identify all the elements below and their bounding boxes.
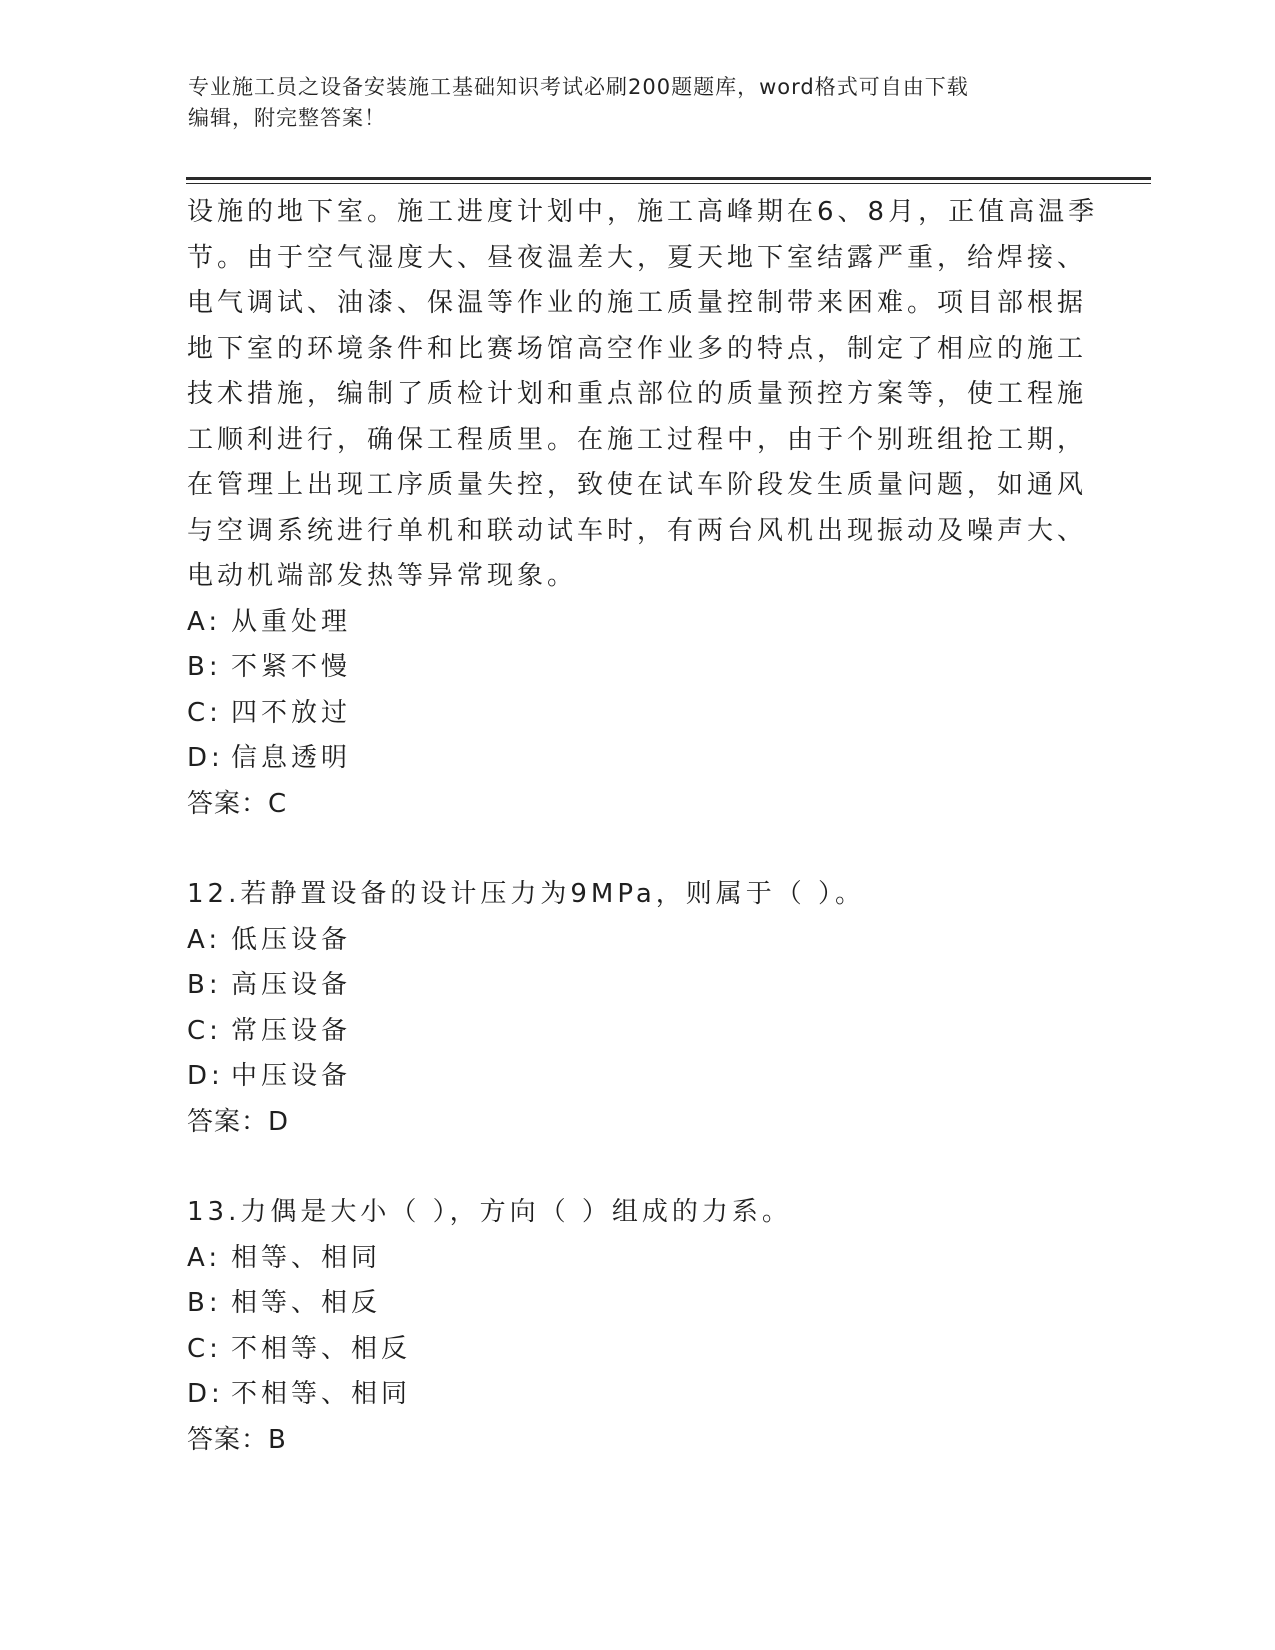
option-key: B: [187, 652, 222, 682]
passage-line: 工顺利进行，确保工程质里。在施工过程中，由于个别班组抢工期， [187, 424, 1088, 455]
option-a [187, 600, 1087, 646]
option-d [187, 736, 1087, 782]
passage-line: 与空调系统进行单机和联动试车时，有两台风机出现振动及噪声大、 [187, 515, 1088, 546]
option-key: D: [187, 743, 224, 773]
option-text: 常压设备 [231, 1015, 352, 1046]
option-key: A: [187, 606, 222, 637]
option-c [187, 1009, 1087, 1055]
answer-line: 答案：C [187, 788, 288, 819]
passage-line: 电动机端部发热等异常现象。 [187, 561, 578, 591]
question-stem: 13.力偶是大小（ ），方向（ ）组成的力系。 [187, 1197, 792, 1227]
option-key: C: [187, 697, 222, 728]
option-text: 信息透明 [231, 743, 352, 773]
option-text: 相等、相同 [231, 1242, 382, 1273]
option-b [187, 645, 1087, 691]
option-b [187, 1281, 1087, 1327]
option-key: A: [187, 1242, 222, 1273]
question-12-block [187, 872, 1087, 1145]
header-divider-thick [186, 177, 1151, 180]
option-key: D: [187, 1379, 224, 1409]
option-key: C: [187, 1015, 222, 1046]
option-b [187, 963, 1087, 1009]
document-body [187, 190, 1099, 1463]
option-d [187, 1372, 1087, 1418]
answer-line: 答案：D [187, 1106, 290, 1137]
passage-line: 技术措施，编制了质检计划和重点部位的质量预控方案等，使工程施 [187, 379, 1088, 409]
option-text: 中压设备 [231, 1061, 352, 1091]
option-a [187, 1236, 1087, 1282]
option-text: 高压设备 [231, 970, 352, 1000]
passage-line: 节。由于空气湿度大、昼夜温差大，夏天地下室结露严重，给焊接、 [187, 242, 1088, 273]
option-d [187, 1054, 1087, 1100]
option-text: 不紧不慢 [231, 652, 352, 682]
passage-line: 地下室的环境条件和比赛场馆高空作业多的特点，制定了相应的施工 [187, 333, 1088, 364]
option-text: 从重处理 [231, 606, 352, 637]
answer-line: 答案：B [187, 1424, 287, 1455]
question-spacer [187, 1145, 1087, 1190]
option-key: B: [187, 1288, 222, 1318]
option-text: 四不放过 [231, 697, 352, 728]
option-key: C: [187, 1333, 222, 1364]
option-text: 低压设备 [231, 924, 352, 955]
passage-line: 设施的地下室。施工进度计划中，施工高峰期在6、8月，正值高温季 [187, 197, 1099, 227]
page-header [188, 72, 1088, 134]
option-a [187, 918, 1087, 964]
option-key: A: [187, 924, 222, 955]
option-text: 相等、相反 [231, 1288, 382, 1318]
option-c [187, 1327, 1087, 1373]
question-spacer [187, 827, 1087, 872]
option-key: B: [187, 970, 222, 1000]
header-title-line-1: 专业施工员之设备安装施工基础知识考试必刷200题题库，word格式可自由下载 [188, 75, 969, 99]
passage-line: 电气调试、油漆、保温等作业的施工质量控制带来困难。项目部根据 [187, 288, 1088, 318]
option-text: 不相等、相反 [231, 1333, 412, 1364]
header-title-line-2: 编辑，附完整答案！ [188, 106, 386, 130]
option-c [187, 691, 1087, 737]
question-13-block [187, 1190, 1087, 1463]
question-stem: 12.若静置设备的设计压力为9MPa，则属于（ ）。 [187, 879, 866, 909]
passage-line: 在管理上出现工序质量失控，致使在试车阶段发生质量问题，如通风 [187, 470, 1088, 500]
option-key: D: [187, 1061, 224, 1091]
header-divider-thin [186, 183, 1151, 184]
option-text: 不相等、相同 [231, 1379, 412, 1409]
question-11-block [187, 190, 1099, 827]
